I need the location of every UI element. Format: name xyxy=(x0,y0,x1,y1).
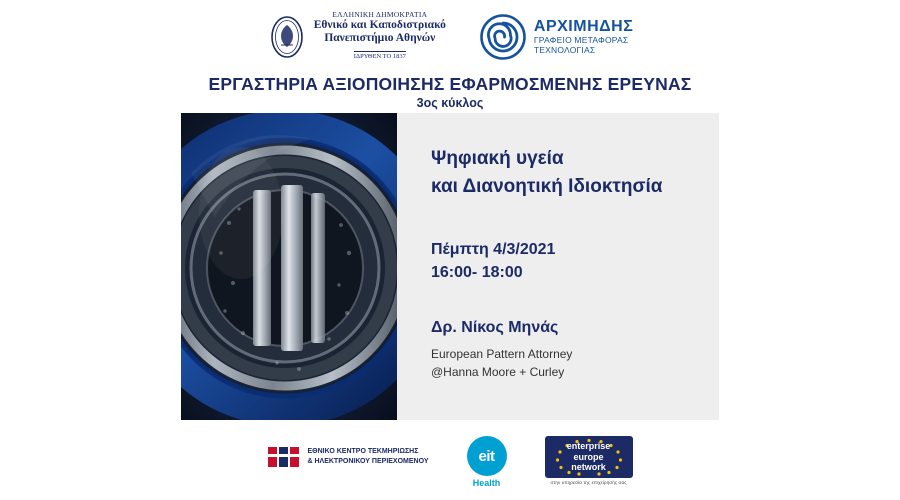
speaker-name: Δρ. Νίκος Μηνάς xyxy=(431,319,559,336)
archimedes-line2: ΓΡΑΦΕΙΟ ΜΕΤΑΦΟΡΑΣ xyxy=(533,35,629,46)
uoa-line3: Πανεπιστήμιο Αθηνών xyxy=(324,32,436,45)
uoa-logo-text xyxy=(314,11,446,63)
archimedes-line1: ΑΡΧΙΜΗΔΗΣ xyxy=(533,18,634,36)
university-seal-icon xyxy=(267,15,307,59)
archimedes-logo xyxy=(480,14,633,60)
ekt-line1: ΕΘΝΙΚΟ ΚΕΝΤΡΟ ΤΕΚΜΗΡΙΩΣΗΣ xyxy=(307,447,419,455)
eit-label: Health xyxy=(472,478,501,488)
speaker-role: European Pattern Attorney xyxy=(431,347,573,361)
uoa-line1: ΕΛΛΗΝΙΚΗ ΔΗΜΟΚΡΑΤΙΑ xyxy=(332,9,428,19)
event-title xyxy=(431,145,719,200)
spiral-logo-icon xyxy=(480,14,526,60)
banner-photo xyxy=(181,113,397,420)
een-line3: network xyxy=(571,462,606,473)
een-box xyxy=(545,436,633,478)
event-time: 16:00- 18:00 xyxy=(431,264,523,282)
uoa-line2: Εθνικό και Καποδιστριακό xyxy=(313,19,446,32)
event-date: Πέμπτη 4/3/2021 xyxy=(431,241,556,258)
header-logos xyxy=(0,6,900,68)
een-tagline: στην υπηρεσία της επιχείρησής σας xyxy=(550,480,627,485)
ekt-logo-icon xyxy=(267,444,301,470)
event-title-line1: Ψηφιακή υγεία xyxy=(431,148,564,169)
event-banner xyxy=(181,113,719,420)
uoa-logo xyxy=(267,11,446,63)
banner-text-block xyxy=(397,113,719,420)
page-subtitle: 3ος κύκλος xyxy=(416,96,484,110)
uoa-line4: ΙΔΡΥΘΕΝ ΤΟ 1837 xyxy=(353,53,406,61)
speaker-organization: @Hanna Moore + Curley xyxy=(431,365,565,379)
archimedes-logo-text xyxy=(534,18,633,56)
een-line1: enterprise xyxy=(566,440,611,451)
eit-mark: eit xyxy=(467,436,507,476)
een-line2: europe xyxy=(573,451,604,462)
ekt-logo-text xyxy=(307,447,428,467)
ekt-line2: & ΗΛΕΚΤΡΟΝΙΚΟΥ ΠΕΡΙΕΧΟΜΕΝΟΥ xyxy=(307,458,429,465)
een-text xyxy=(567,441,611,473)
archimedes-line3: ΤΕΧΝΟΛΟΓΙΑΣ xyxy=(533,45,596,56)
event-datetime xyxy=(431,238,555,284)
event-title-line2: και Διανοητική Ιδιοκτησία xyxy=(431,175,663,197)
footer-logos xyxy=(0,432,900,492)
page-title: ΕΡΓΑΣΤΗΡΙΑ ΑΞΙΟΠΟΙΗΣΗΣ ΕΦΑΡΜΟΣΜΕΝΗΣ ΕΡΕΥΝΑΣ xyxy=(208,74,692,94)
ekt-logo xyxy=(267,432,428,470)
enterprise-europe-network-logo xyxy=(545,432,633,485)
speaker-affiliation xyxy=(431,345,572,381)
eit-health-logo xyxy=(467,432,507,488)
